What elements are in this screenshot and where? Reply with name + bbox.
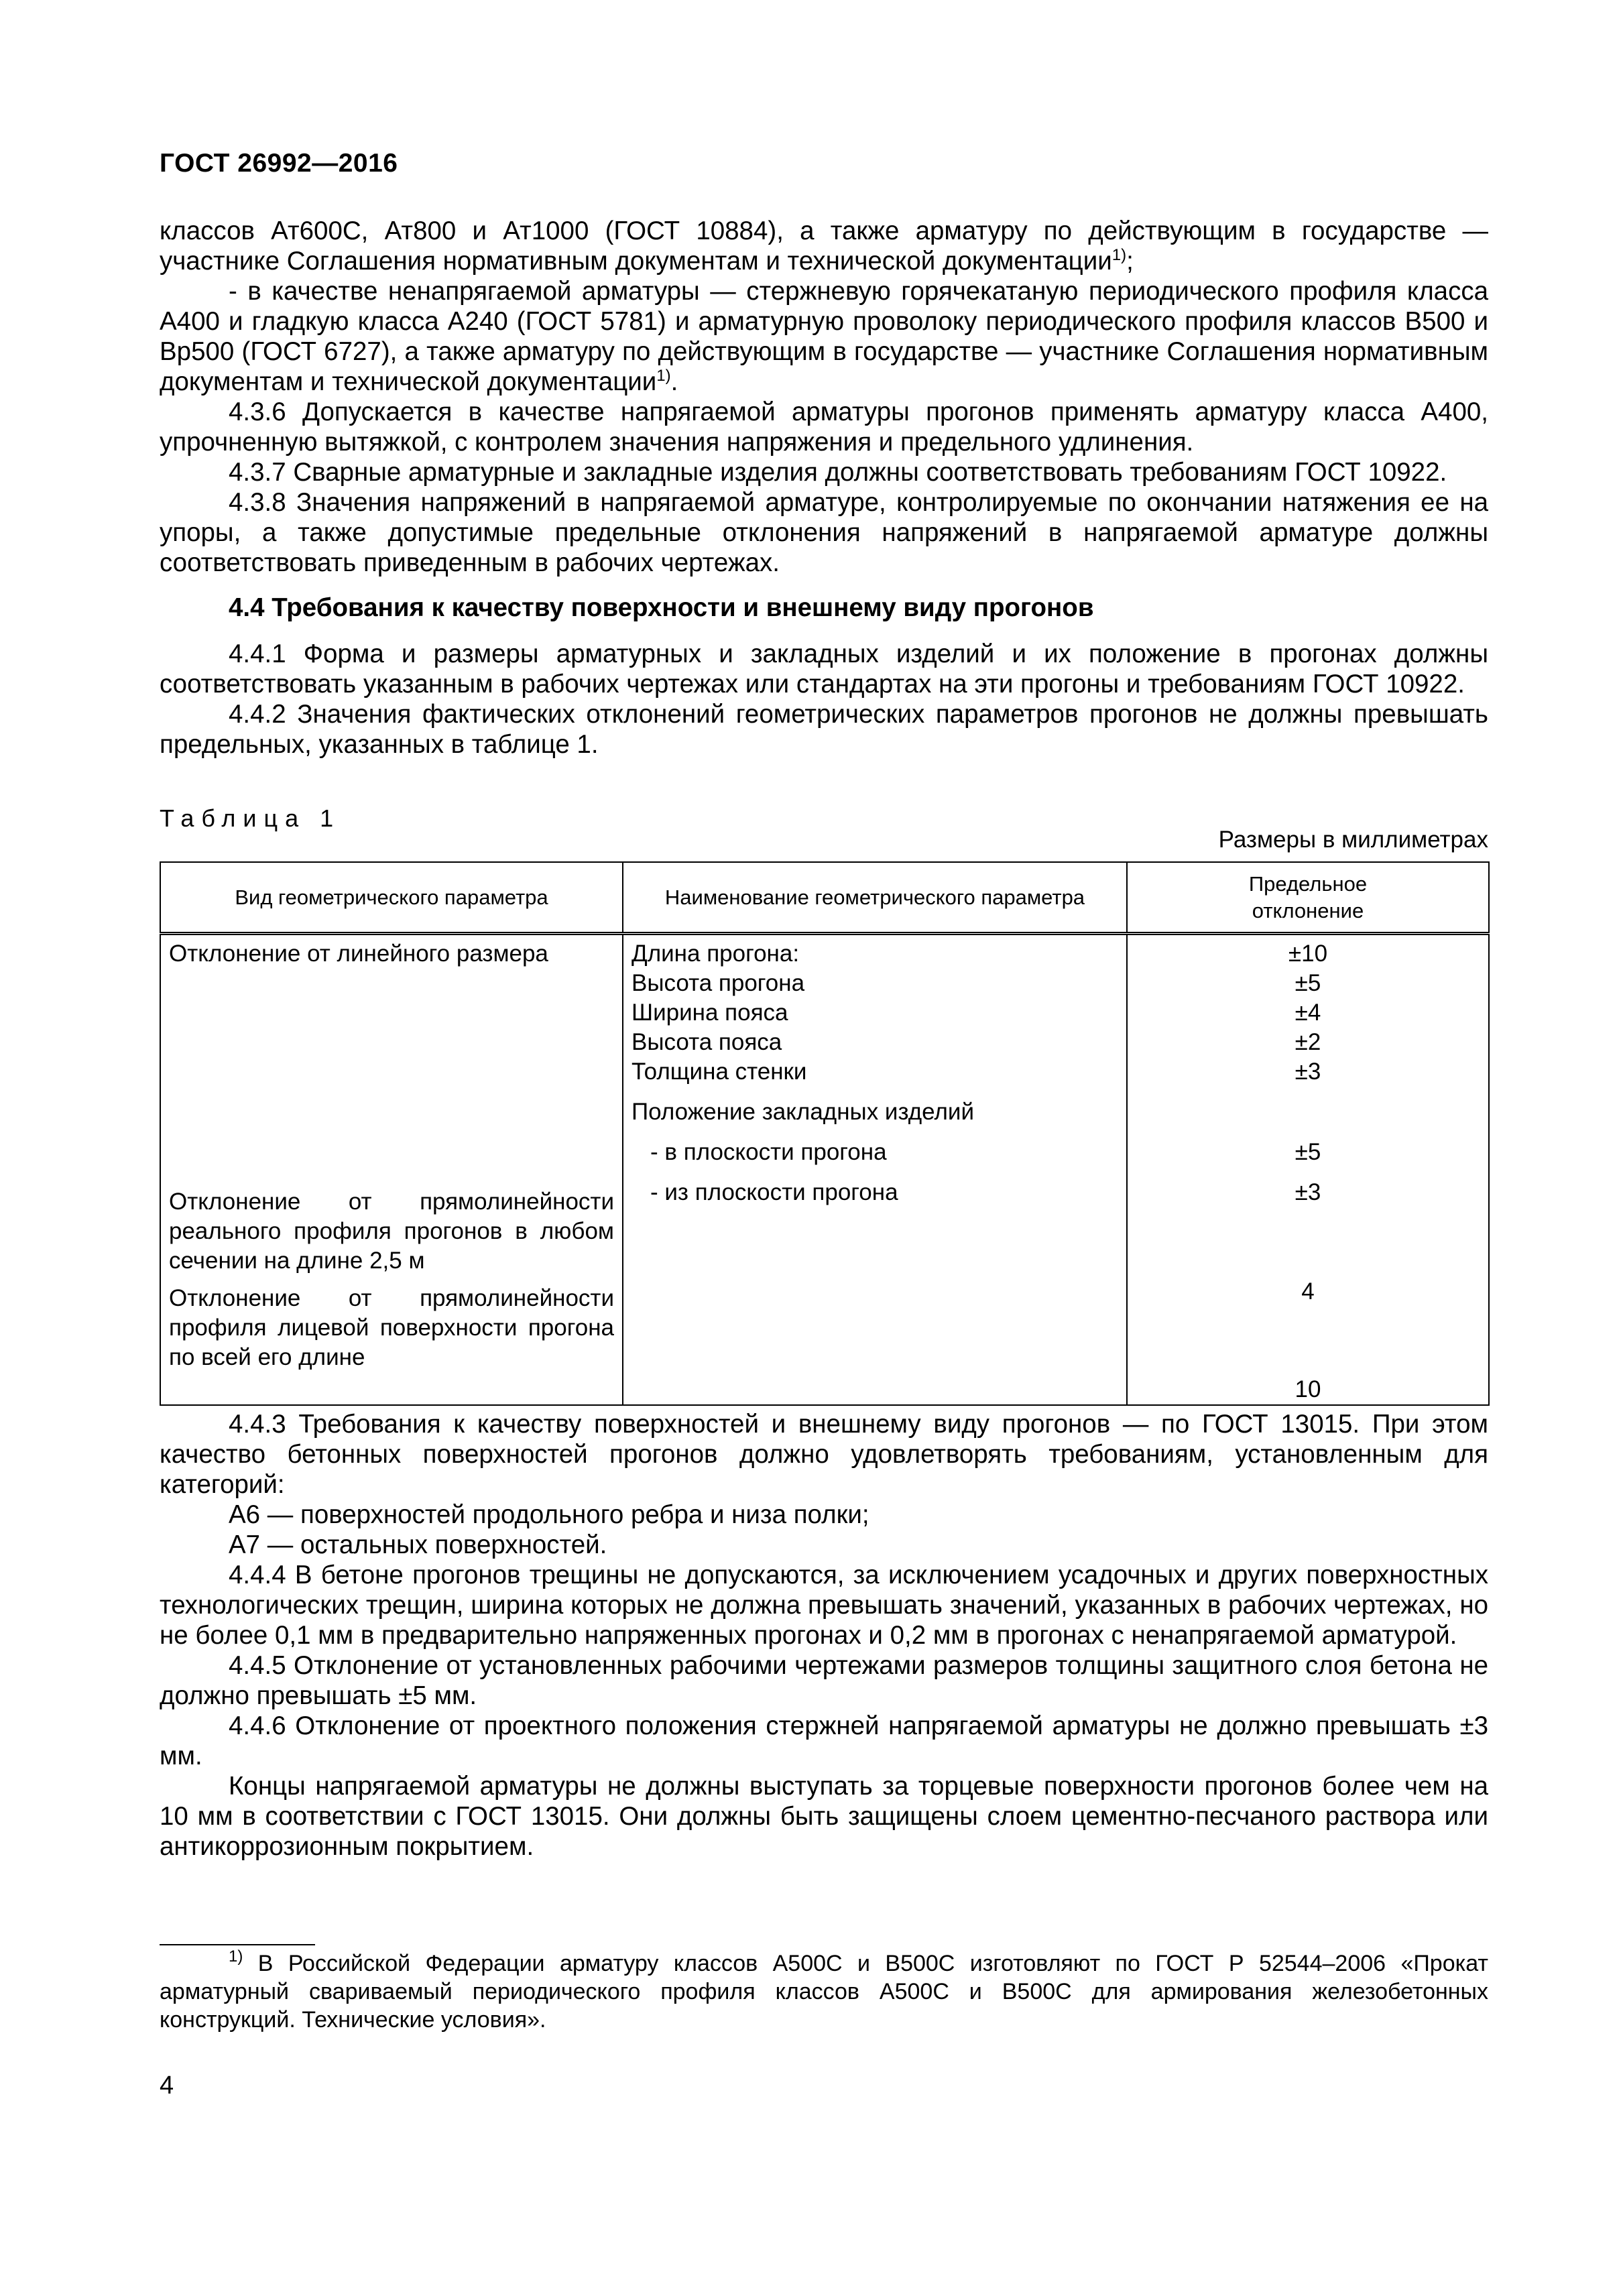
param-name: Длина прогона:: [632, 941, 800, 967]
paragraph-text: классов Ат600С, Ат800 и Ат1000 (ГОСТ 10884), а также арматуру по действующим в государстве — участнике Соглашения нормативным документам и технической документации: [160, 217, 1488, 276]
tolerance-table: [160, 861, 1490, 1406]
param-name: Толщина стенки: [632, 1059, 807, 1085]
deviation-value: ±2: [1295, 1029, 1321, 1055]
footnote-text: В Российской Федерации арматуру классов А500С и В500С изготовляют по ГОСТ Р 52544–2006 «Прокат арматурный свариваемый периодического профиля классов А500С и В500С для армирования железобетонных конструкций. Технические условия».: [160, 1951, 1488, 2033]
param-name-embedded: Положение закладных изделий: [632, 1099, 975, 1125]
paragraph-4-3-8: 4.3.8 Значения напряжений в напрягаемой арматуре, контролируемые по окончании натяжения ее на упоры, а также допустимые предельные отклонения напряжений в напрягаемой арматуре должны соответствовать приведенным в рабочих чертежах.: [160, 488, 1488, 577]
paragraph-a7: А7 — остальных поверхностей.: [229, 1530, 607, 1559]
table-cell-parameter-type: [160, 934, 623, 1406]
deviation-value: 4: [1301, 1278, 1315, 1305]
table-header-cell: Вид геометрического параметра: [160, 862, 623, 934]
footnote-ref[interactable]: 1): [1111, 246, 1127, 264]
param-name-out-plane: - из плоскости прогона: [650, 1179, 898, 1205]
page-number: 4: [160, 2071, 174, 2100]
table-cell-parameter-name: [623, 934, 1127, 1406]
table-header-cell: Предельное отклонение: [1127, 862, 1489, 934]
punctuation: .: [670, 367, 678, 396]
paragraph-4-4-5: 4.4.5 Отклонение от установленных рабочими чертежами размеров толщины защитного слоя бетона не должно превышать ±5 мм.: [160, 1651, 1488, 1710]
deviation-value: ±3: [1295, 1179, 1321, 1205]
footnote-divider: [160, 1944, 315, 1945]
paragraph-ends: Концы напрягаемой арматуры не должны выступать за торцевые поверхности прогонов более чем на 10 мм в соответствии с ГОСТ 13015. Они должны быть защищены слоем цементно-песчаного раствора или антикоррозионным покрытием.: [160, 1772, 1488, 1861]
footnote-ref[interactable]: 1): [656, 367, 671, 385]
table-header-cell: Наименование геометрического параметра: [623, 862, 1127, 934]
deviation-value: ±3: [1295, 1059, 1321, 1085]
table-units: Размеры в миллиметрах: [1218, 827, 1488, 853]
paragraph-a6: А6 — поверхностей продольного ребра и низа полки;: [229, 1500, 869, 1529]
param-name-in-plane: - в плоскости прогона: [650, 1139, 887, 1165]
table-row: [160, 934, 1489, 1406]
param-type-straight-face: Отклонение от прямолинейности профиля лицевой поверхности прогона по всей его длине: [169, 1285, 614, 1370]
paragraph-4-4-1: 4.4.1 Форма и размеры арматурных и закладных изделий и их положение в прогонах должны соответствовать указанным в рабочих чертежах или стандартах на эти прогоны и требованиям ГОСТ 10922.: [160, 640, 1488, 699]
paragraph-4-4-3: 4.4.3 Требования к качеству поверхностей и внешнему виду прогонов — по ГОСТ 13015. При этом качество бетонных поверхностей прогонов должно удовлетворять требованиям, установленным для категорий:: [160, 1410, 1488, 1499]
paragraph-4-4-6: 4.4.6 Отклонение от проектного положения стержней напрягаемой арматуры не должно превышать ±3 мм.: [160, 1711, 1488, 1770]
paragraph-4-4-4: 4.4.4 В бетоне прогонов трещины не допускаются, за исключением усадочных и других поверхностных технологических трещин, ширина которых не должна превышать значений, указанных в рабочих чертежах, но не более 0,1 мм в предварительно напряженных прогонах и 0,2 мм в прогонах с ненапрягаемой арматурой.: [160, 1561, 1488, 1650]
body-text-bottom: [160, 1409, 1488, 1862]
table-cell-deviation: [1127, 934, 1489, 1406]
param-type-straight-real: Отклонение от прямолинейности реального профиля прогонов в любом сечении на длине 2,5 м: [169, 1189, 614, 1274]
punctuation: ;: [1126, 247, 1134, 276]
body-text-top: [160, 216, 1488, 760]
deviation-value: ±10: [1288, 941, 1328, 967]
param-name: Высота пояса: [632, 1029, 782, 1055]
table-caption: Таблица 1: [160, 804, 341, 832]
paragraph: [160, 276, 1488, 397]
param-name: Ширина пояса: [632, 1000, 788, 1026]
footnote: [160, 1949, 1488, 2034]
deviation-value: ±5: [1295, 1139, 1321, 1165]
param-type-linear: Отклонение от линейного размера: [169, 941, 548, 967]
paragraph-text: - в качестве ненапрягаемой арматуры — стержневую горячекатаную периодического профиля класса А400 и гладкую класса А240 (ГОСТ 5781) и арматурную проволоку периодического профиля классов В500 и Вр500 (ГОСТ 6727), а также арматуру по действующим в государстве — участнике Соглашения нормативным документам и технической документации: [160, 277, 1488, 396]
paragraph-4-3-7: 4.3.7 Сварные арматурные и закладные изделия должны соответствовать требованиям ГОСТ 10922.: [229, 458, 1447, 487]
paragraph: [160, 216, 1488, 276]
table-header-row: [160, 862, 1489, 934]
param-name: Высота прогона: [632, 970, 805, 996]
deviation-value: ±5: [1295, 970, 1321, 996]
deviation-value: 10: [1295, 1376, 1321, 1402]
section-heading-4-4: 4.4 Требования к качеству поверхности и внешнему виду прогонов: [229, 593, 1094, 622]
document-header: ГОСТ 26992—2016: [160, 149, 398, 178]
paragraph-4-3-6: 4.3.6 Допускается в качестве напрягаемой арматуры прогонов применять арматуру класса А400, упрочненную вытяжкой, с контролем значения напряжения и предельного удлинения.: [160, 398, 1488, 457]
paragraph-4-4-2: 4.4.2 Значения фактических отклонений геометрических параметров прогонов не должны превышать предельных, указанных в таблице 1.: [160, 700, 1488, 759]
deviation-value: ±4: [1295, 1000, 1321, 1026]
footnote-mark: 1): [229, 1947, 243, 1966]
